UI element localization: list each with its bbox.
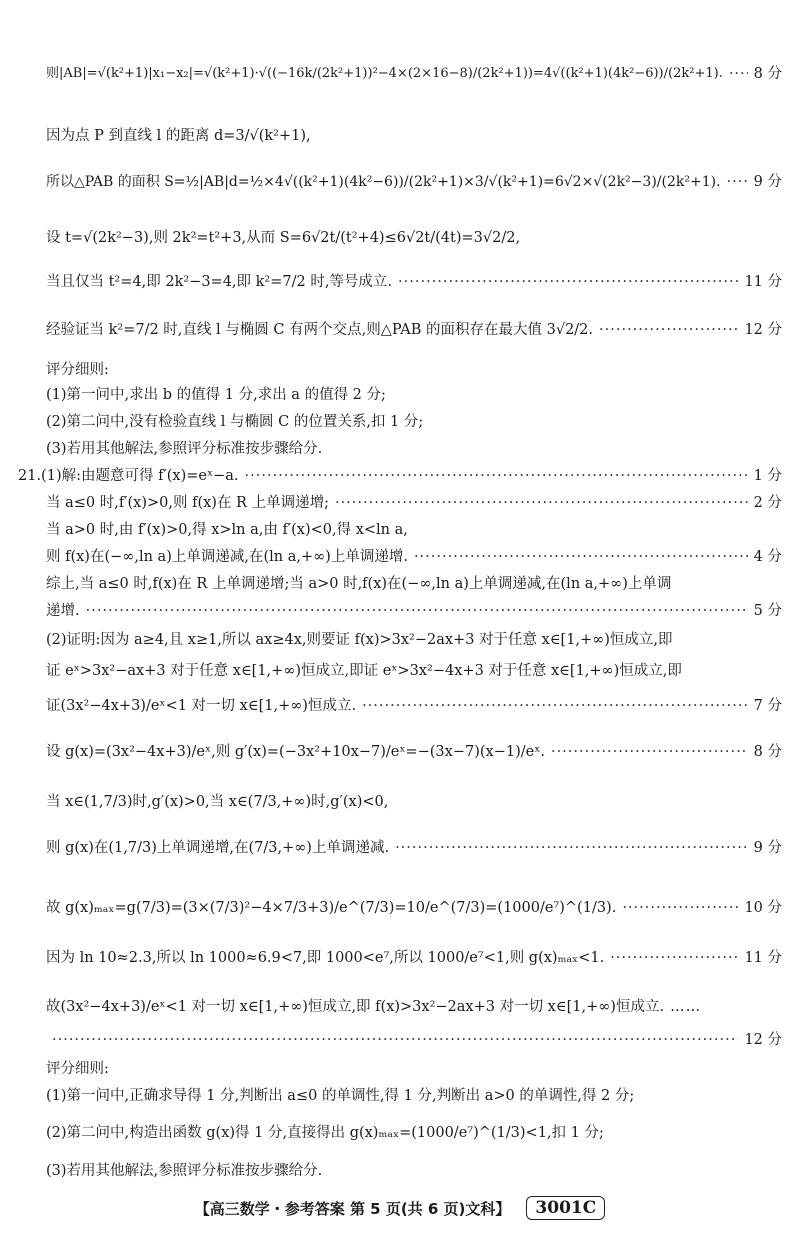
leader-dots	[727, 172, 748, 192]
text-line	[46, 1030, 782, 1050]
text-line	[46, 997, 782, 1017]
text-line	[46, 360, 782, 380]
score-label: 5 分	[753, 603, 782, 619]
text-line	[46, 272, 782, 292]
text-line	[46, 439, 782, 459]
line-text: 21.(1)解:由题意可得 f′(x)=eˣ−a.	[18, 468, 239, 484]
text-line	[46, 838, 782, 858]
text-line	[46, 64, 782, 84]
text-line	[46, 574, 782, 594]
text-line	[46, 520, 782, 540]
text-line	[46, 1123, 782, 1143]
leader-dots	[398, 272, 738, 292]
text-line	[46, 385, 782, 405]
line-text: 评分细则:	[46, 1061, 109, 1077]
page-footer	[0, 1196, 800, 1220]
line-text: 因为 ln 10≈2.3,所以 ln 1000≈6.9<7,即 1000<e⁷,所以 1000/e⁷<1,则 g(x)ₘₐₓ<1.	[46, 950, 605, 966]
text-line	[46, 1086, 782, 1106]
text-line	[46, 126, 782, 146]
leader-dots	[335, 493, 748, 513]
leader-dots	[599, 320, 738, 340]
line-text: 则|AB|=√(k²+1)|x₁−x₂|=√(k²+1)·√((−16k/(2k²+1))²−4×(2×16−8)/(2k²+1))=4√((k²+1)(4k²−6))/(2k²+1).	[46, 66, 723, 81]
line-text: 评分细则:	[46, 362, 109, 378]
line-text: 当 a≤0 时,f′(x)>0,则 f(x)在 R 上单调递增;	[46, 495, 329, 511]
document-code: 3001C	[526, 1196, 605, 1220]
score-label: 9 分	[753, 840, 782, 856]
line-text: 设 g(x)=(3x²−4x+3)/eˣ,则 g′(x)=(−3x²+10x−7)/eˣ=−(3x−7)(x−1)/eˣ.	[46, 744, 545, 760]
text-line	[46, 742, 782, 762]
score-label: 8 分	[753, 744, 782, 760]
score-label: 8 分	[753, 66, 782, 82]
text-line	[46, 601, 782, 621]
leader-dots	[395, 838, 748, 858]
text-line	[18, 466, 782, 486]
text-line	[46, 1059, 782, 1079]
line-text: 综上,当 a≤0 时,f(x)在 R 上单调递增;当 a>0 时,f(x)在(−∞,ln a)上单调递减,在(ln a,+∞)上单调	[46, 576, 672, 592]
score-label: 10 分	[744, 900, 782, 916]
score-label: 11 分	[744, 950, 782, 966]
trailing-dots: ……	[670, 999, 702, 1015]
score-label: 1 分	[753, 468, 782, 484]
line-text: 所以△PAB 的面积 S=½|AB|d=½×4√((k²+1)(4k²−6))/(2k²+1)×3/√(k²+1)=6√2×√(2k²−3)/(2k²+1).	[46, 174, 721, 190]
text-line	[46, 320, 782, 340]
line-text: (2)第二问中,构造出函数 g(x)得 1 分,直接得出 g(x)ₘₐₓ=(1000/e⁷)^(1/3)<1,扣 1 分;	[46, 1125, 604, 1141]
text-line	[46, 547, 782, 567]
text-line	[46, 792, 782, 812]
score-label: 4 分	[753, 549, 782, 565]
line-text: 证 eˣ>3x²−ax+3 对于任意 x∈[1,+∞)恒成立,即证 eˣ>3x²−4x+3 对于任意 x∈[1,+∞)恒成立,即	[46, 663, 682, 679]
score-label: 12 分	[744, 1032, 782, 1048]
text-line	[46, 1161, 782, 1181]
footer-text: 【高三数学・参考答案 第 5 页(共 6 页)文科】	[194, 1199, 511, 1218]
line-text: 故(3x²−4x+3)/eˣ<1 对一切 x∈[1,+∞)恒成立,即 f(x)>3x²−2ax+3 对一切 x∈[1,+∞)恒成立.	[46, 999, 665, 1015]
line-text: 当 a>0 时,由 f′(x)>0,得 x>ln a,由 f′(x)<0,得 x<ln a,	[46, 522, 408, 538]
score-label: 7 分	[753, 698, 782, 714]
text-line	[46, 228, 782, 248]
line-text: (2)证明:因为 a≥4,且 x≥1,所以 ax≥4x,则要证 f(x)>3x²−2ax+3 对于任意 x∈[1,+∞)恒成立,即	[46, 632, 673, 648]
leader-dots	[245, 466, 748, 486]
line-text: 因为点 P 到直线 l 的距离 d=3/√(k²+1),	[46, 128, 311, 144]
text-line	[46, 696, 782, 716]
line-text: 证(3x²−4x+3)/eˣ<1 对一切 x∈[1,+∞)恒成立.	[46, 698, 357, 714]
line-text: 当且仅当 t²=4,即 2k²−3=4,即 k²=7/2 时,等号成立.	[46, 274, 393, 290]
line-text: 则 f(x)在(−∞,ln a)上单调递减,在(ln a,+∞)上单调递增.	[46, 549, 408, 565]
leader-dots	[362, 696, 748, 716]
leader-dots	[622, 898, 738, 918]
leader-dots	[86, 601, 748, 621]
line-text: 经验证当 k²=7/2 时,直线 l 与椭圆 C 有两个交点,则△PAB 的面积存在最大值 3√2/2.	[46, 322, 594, 338]
line-text: (3)若用其他解法,参照评分标准按步骤给分.	[46, 1163, 323, 1179]
score-label: 12 分	[744, 322, 782, 338]
score-label: 9 分	[753, 174, 782, 190]
line-text: (1)第一问中,求出 b 的值得 1 分,求出 a 的值得 2 分;	[46, 387, 386, 403]
line-text: 当 x∈(1,7/3)时,g′(x)>0,当 x∈(7/3,+∞)时,g′(x)<0,	[46, 794, 389, 810]
line-text: (2)第二问中,没有检验直线 l 与椭圆 C 的位置关系,扣 1 分;	[46, 414, 424, 430]
text-line	[46, 661, 782, 681]
line-text: 故 g(x)ₘₐₓ=g(7/3)=(3×(7/3)²−4×7/3+3)/e^(7/3)=10/e^(7/3)=(1000/e⁷)^(1/3).	[46, 900, 617, 916]
line-text: 递增.	[46, 603, 80, 619]
text-line	[46, 948, 782, 968]
leader-dots	[52, 1030, 738, 1050]
line-text: 设 t=√(2k²−3),则 2k²=t²+3,从而 S=6√2t/(t²+4)≤6√2t/(4t)=3√2/2,	[46, 230, 521, 246]
leader-dots	[414, 547, 748, 567]
text-line	[46, 172, 782, 192]
line-text: (3)若用其他解法,参照评分标准按步骤给分.	[46, 441, 323, 457]
line-text: 则 g(x)在(1,7/3)上单调递增,在(7/3,+∞)上单调递减.	[46, 840, 390, 856]
leader-dots	[610, 948, 738, 968]
text-line	[46, 412, 782, 432]
score-label: 11 分	[744, 274, 782, 290]
text-line	[46, 493, 782, 513]
text-line	[46, 630, 782, 650]
leader-dots	[729, 64, 748, 84]
text-line	[46, 898, 782, 918]
line-text: (1)第一问中,正确求导得 1 分,判断出 a≤0 的单调性,得 1 分,判断出 a>0 的单调性,得 2 分;	[46, 1088, 635, 1104]
leader-dots	[551, 742, 748, 762]
score-label: 2 分	[753, 495, 782, 511]
